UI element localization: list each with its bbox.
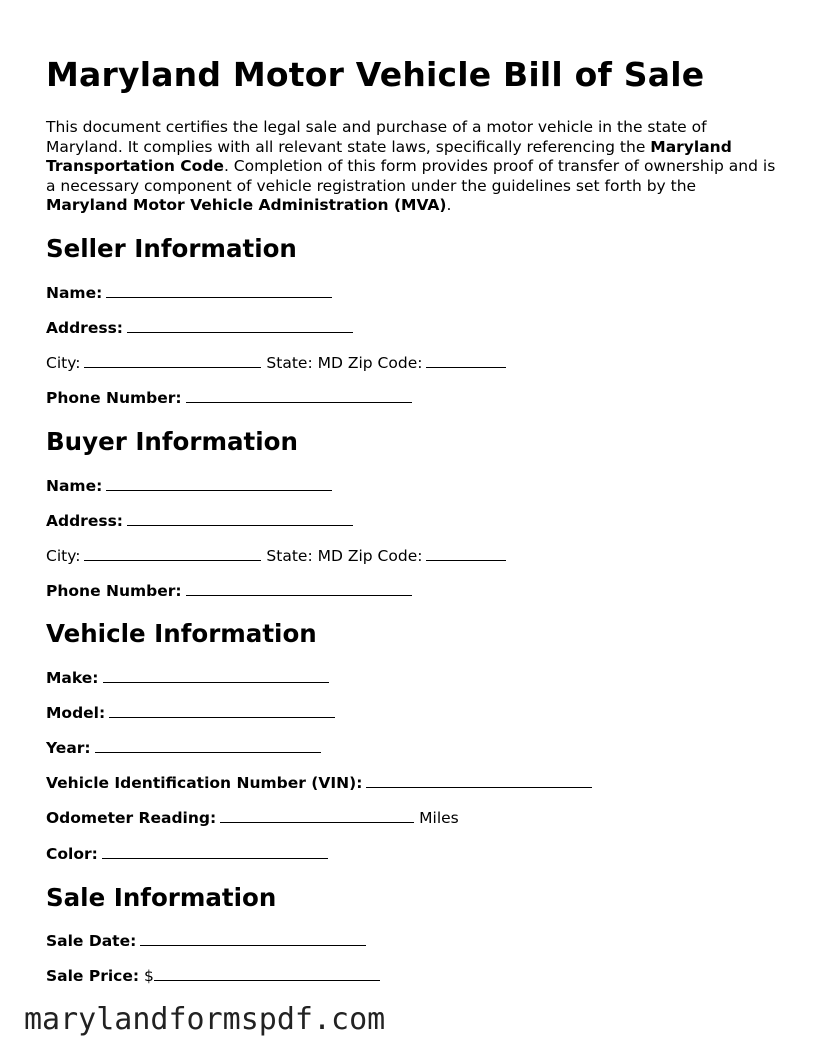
buyer-state-label: State: MD xyxy=(266,547,343,565)
vehicle-year-row xyxy=(46,738,321,758)
currency-symbol: $ xyxy=(144,967,154,985)
vehicle-vin-row xyxy=(46,773,592,793)
vehicle-make-label: Make: xyxy=(46,669,99,687)
vehicle-color-field[interactable] xyxy=(102,844,328,859)
seller-heading: Seller Information xyxy=(46,234,297,263)
intro-bold-transportation-code: Maryland Transportation Code xyxy=(46,137,732,175)
buyer-name-label: Name: xyxy=(46,477,103,495)
buyer-phone-field[interactable] xyxy=(186,581,412,596)
sale-price-row xyxy=(46,966,380,986)
vehicle-model-label: Model: xyxy=(46,704,106,722)
vehicle-make-field[interactable] xyxy=(103,668,329,683)
seller-city-label: City: xyxy=(46,354,81,372)
buyer-phone-row xyxy=(46,581,412,601)
intro-text: This document certifies the legal sale and purchase of a motor vehicle in the state of Maryland. It complies with all relevant state laws, specifically referencing the xyxy=(46,118,707,156)
seller-name-field[interactable] xyxy=(106,283,332,298)
seller-name-label: Name: xyxy=(46,284,103,302)
seller-phone-row xyxy=(46,388,412,408)
vehicle-odometer-unit: Miles xyxy=(419,809,459,827)
vehicle-odometer-field[interactable] xyxy=(220,808,414,823)
seller-name-row xyxy=(46,283,332,303)
vehicle-color-label: Color: xyxy=(46,845,98,863)
vehicle-year-label: Year: xyxy=(46,739,91,757)
vehicle-odometer-label: Odometer Reading: xyxy=(46,809,217,827)
buyer-zip-field[interactable] xyxy=(426,546,506,561)
sale-date-row xyxy=(46,931,366,951)
seller-phone-field[interactable] xyxy=(186,388,412,403)
vehicle-year-field[interactable] xyxy=(95,738,321,753)
seller-state-label: State: MD xyxy=(266,354,343,372)
vehicle-vin-label: Vehicle Identification Number (VIN): xyxy=(46,774,363,792)
page-title: Maryland Motor Vehicle Bill of Sale xyxy=(46,55,705,94)
sale-date-field[interactable] xyxy=(140,931,366,946)
seller-address-label: Address: xyxy=(46,319,123,337)
seller-city-row xyxy=(46,353,506,373)
buyer-name-row xyxy=(46,476,332,496)
buyer-address-field[interactable] xyxy=(127,511,353,526)
buyer-heading: Buyer Information xyxy=(46,427,298,456)
vehicle-vin-field[interactable] xyxy=(366,773,592,788)
vehicle-odometer-row xyxy=(46,808,459,828)
buyer-city-field[interactable] xyxy=(84,546,261,561)
seller-phone-label: Phone Number: xyxy=(46,389,182,407)
seller-address-row xyxy=(46,318,353,338)
vehicle-model-field[interactable] xyxy=(109,703,335,718)
buyer-address-row xyxy=(46,511,353,531)
vehicle-color-row xyxy=(46,844,328,864)
intro-bold-mva: Maryland Motor Vehicle Administration (MVA) xyxy=(46,196,447,214)
intro-text: . xyxy=(446,196,452,214)
seller-address-field[interactable] xyxy=(127,318,353,333)
sale-price-field[interactable] xyxy=(154,966,380,981)
vehicle-model-row xyxy=(46,703,335,723)
sale-heading: Sale Information xyxy=(46,883,277,912)
vehicle-heading: Vehicle Information xyxy=(46,619,317,648)
buyer-address-label: Address: xyxy=(46,512,123,530)
seller-zip-field[interactable] xyxy=(426,353,506,368)
vehicle-make-row xyxy=(46,668,329,688)
seller-zip-label: Zip Code: xyxy=(347,354,423,372)
buyer-city-row xyxy=(46,546,506,566)
footer-watermark: marylandformspdf.com xyxy=(24,1002,386,1037)
intro-paragraph xyxy=(46,118,781,216)
sale-date-label: Sale Date: xyxy=(46,932,137,950)
sale-price-label: Sale Price: xyxy=(46,967,140,985)
buyer-name-field[interactable] xyxy=(106,476,332,491)
buyer-phone-label: Phone Number: xyxy=(46,582,182,600)
buyer-zip-label: Zip Code: xyxy=(347,547,423,565)
seller-city-field[interactable] xyxy=(84,353,261,368)
intro-text: . Completion of this form provides proof of transfer of ownership and is a necessary component of vehicle registration under the guidelines set forth by the xyxy=(46,157,776,195)
buyer-city-label: City: xyxy=(46,547,81,565)
